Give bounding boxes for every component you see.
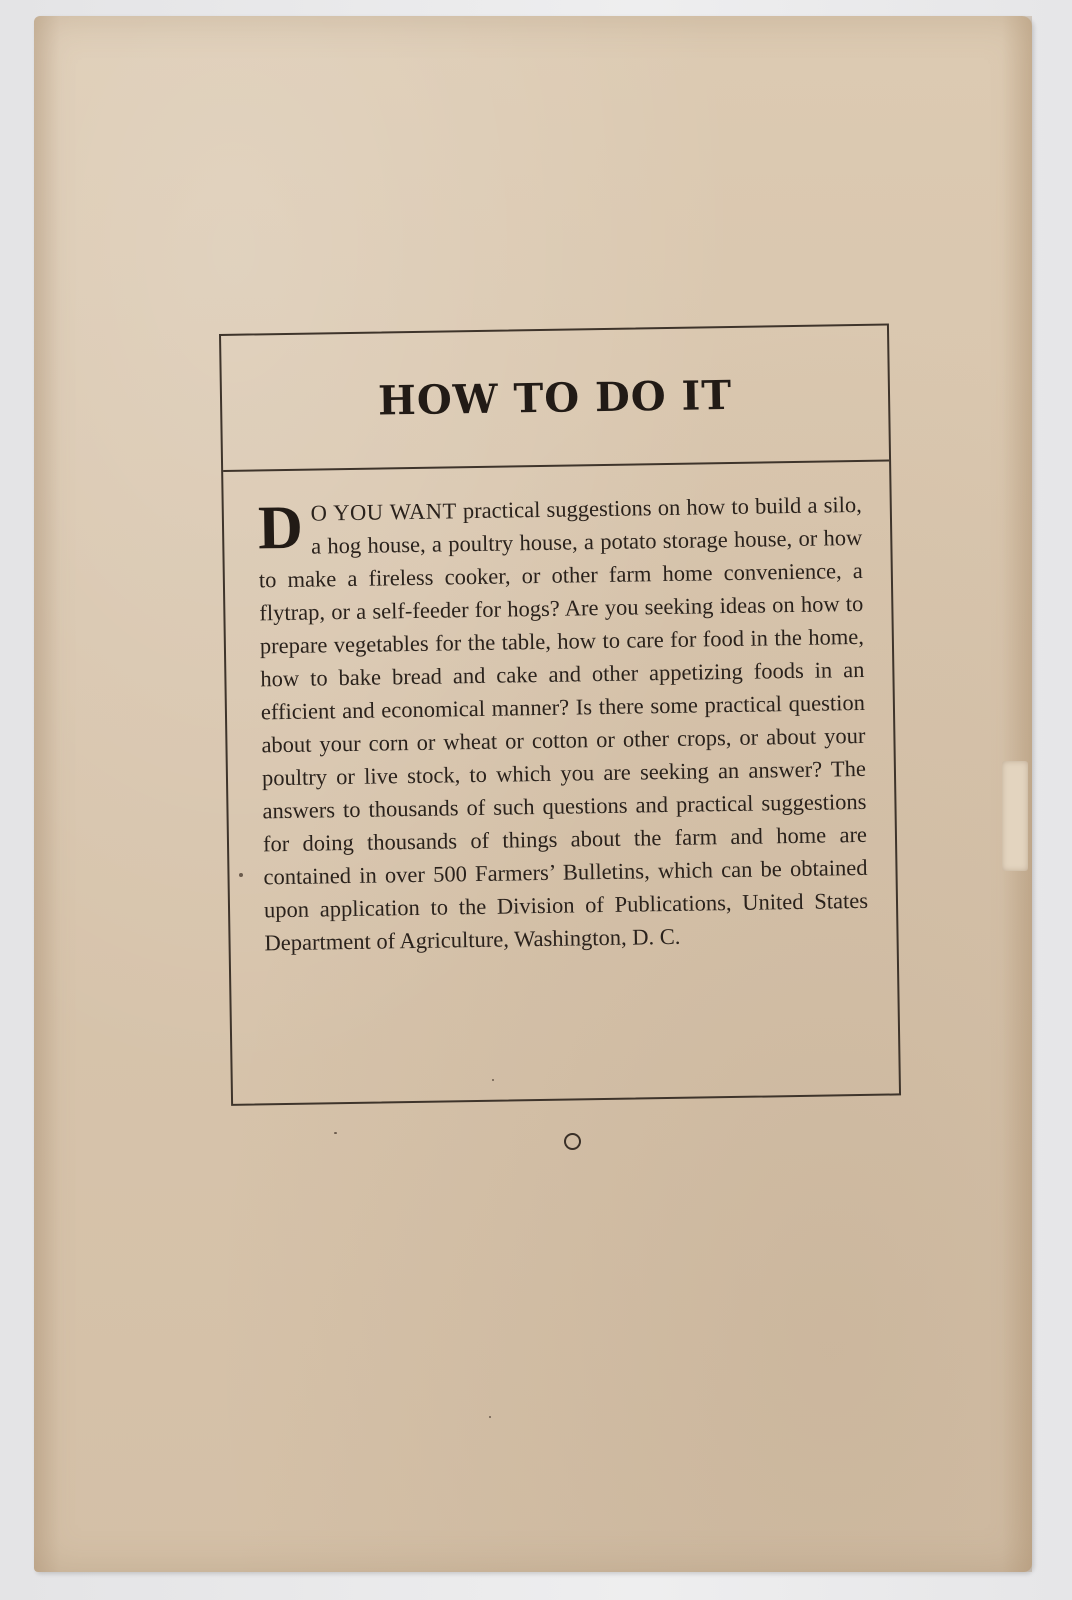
drop-cap: D — [257, 493, 304, 563]
notice-body — [258, 488, 869, 959]
notice-title: HOW TO DO IT — [377, 371, 733, 425]
body-text: practical suggestions on how to build a silo, a hog house, a poultry house, a potato storage house, or how to make a fireless cooker, or other farm home convenience, a flytrap, or a self-feeder for hogs? Are you seeking ideas on how to prepare vegetables for the table, how to care for food in the home, how to bake bread and cake and other appetizing foods in an efficient and economical manner? Is there some practical question about your corn or wheat or cotton or other crops, or about your poultry or live stock, to which you are seeking an answer? The answers to thousands of such questions and practical suggestions for doing thousands of things about the farm and home are contained in over 500 Farmers’ Bulletins, which can be obtained upon application to the Division of Publications, United States Department of Agriculture, Washington, D. C. — [258, 491, 869, 956]
lead-in-text: O YOU WANT — [310, 498, 457, 526]
title-band — [221, 326, 889, 472]
notice-box — [219, 323, 901, 1105]
ink-speck — [492, 1079, 494, 1081]
ink-speck — [334, 1132, 337, 1134]
paper-sheet — [34, 16, 1032, 1572]
ring-ornament-icon — [564, 1133, 581, 1150]
torn-paper-patch — [1002, 761, 1028, 871]
ink-speck — [239, 873, 243, 877]
ink-speck — [489, 1416, 491, 1418]
sheet-left-edge — [34, 16, 60, 1572]
